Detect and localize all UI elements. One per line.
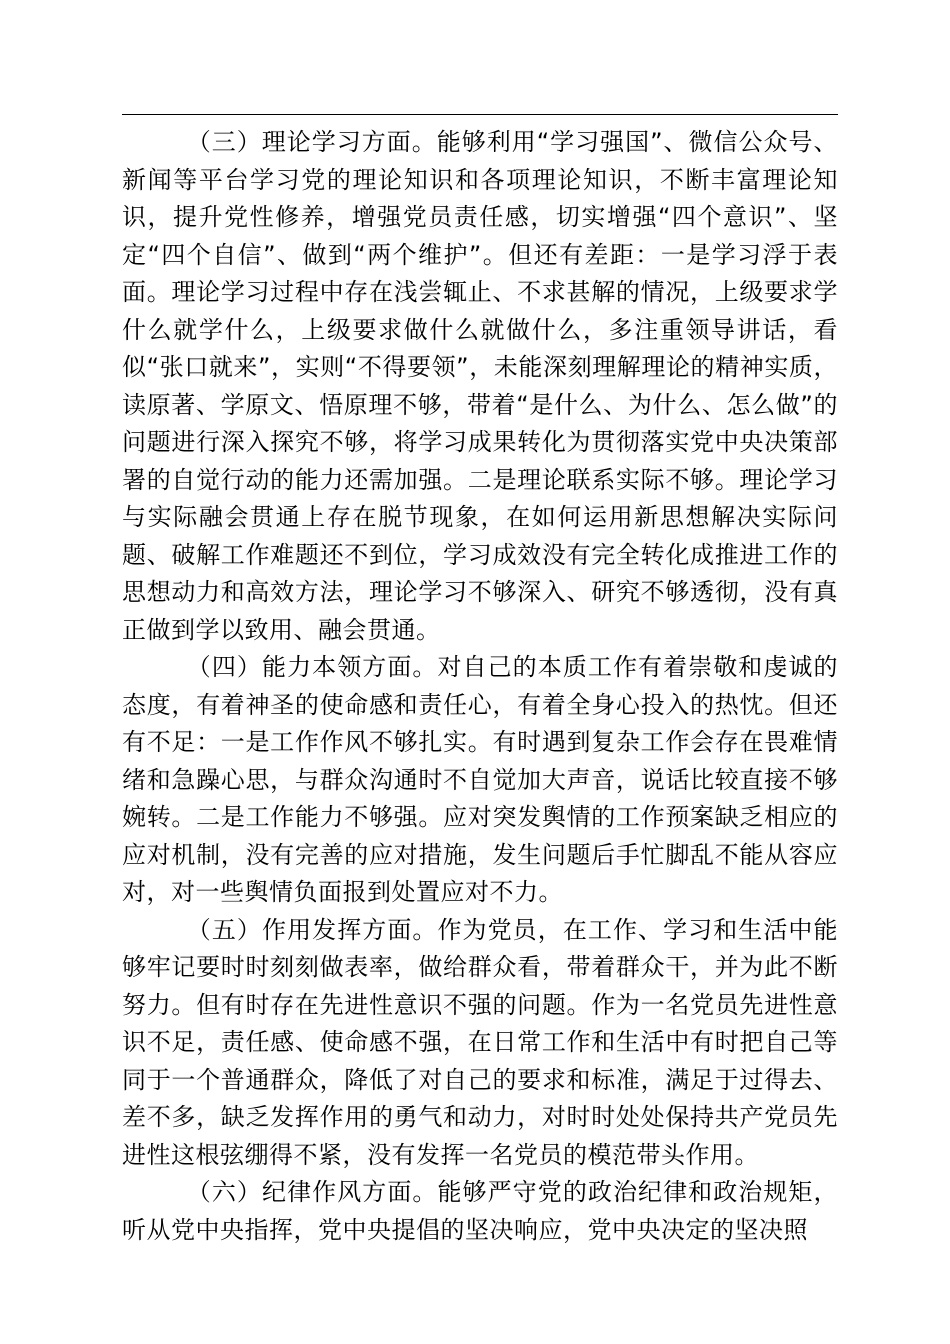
body-text [122, 124, 838, 1249]
header-rule [122, 114, 838, 115]
paragraph-discipline: （六）纪律作风方面。能够严守党的政治纪律和政治规矩，听从党中央指挥，党中央提倡的坚决响应，党中央决定的坚决照 [122, 1178, 838, 1244]
paragraph-theory-study: （三）理论学习方面。能够利用“学习强国”、微信公众号、新闻等平台学习党的理论知识和各项理论知识，不断丰富理论知识，提升党性修养，增强党员责任感，切实增强“四个意识”、坚定“四个自信”、做到“两个维护”。但还有差距：一是学习浮于表面。理论学习过程中存在浅尝辄止、不求甚解的情况，上级要求学什么就学什么，上级要求做什么就做什么，多注重领导讲话，看似“张口就来”，实则“不得要领”，未能深刻理解理论的精神实质，读原著、学原文、悟原理不够，带着“是什么、为什么、怎么做”的问题进行深入探究不够，将学习成果转化为贯彻落实党中央决策部署的自觉行动的能力还需加强。二是理论联系实际不够。理论学习与实际融会贯通上存在脱节现象，在如何运用新思想解决实际问题、破解工作难题还不到位，学习成效没有完全转化成推进工作的思想动力和高效方法，理论学习不够深入、研究不够透彻，没有真正做到学以致用、融会贯通。 [122, 128, 838, 644]
paragraph-ability: （四）能力本领方面。对自己的本质工作有着崇敬和虔诚的态度，有着神圣的使命感和责任心，有着全身心投入的热忱。但还有不足：一是工作作风不够扎实。有时遇到复杂工作会存在畏难情绪和急躁心思，与群众沟通时不自觉加大声音，说话比较直接不够婉转。二是工作能力不够强。应对突发舆情的工作预案缺乏相应的应对机制，没有完善的应对措施，发生问题后手忙脚乱不能从容应对，对一些舆情负面报到处置应对不力。 [122, 653, 838, 906]
paragraph-role: （五）作用发挥方面。作为党员，在工作、学习和生活中能够牢记要时时刻刻做表率，做给群众看，带着群众干，并为此不断努力。但有时存在先进性意识不强的问题。作为一名党员先进性意识不足，责任感、使命感不强，在日常工作和生活中有时把自己等同于一个普通群众，降低了对自己的要求和标准，满足于过得去、差不多，缺乏发挥作用的勇气和动力，对时时处处保持共产党员先进性这根弦绷得不紧，没有发挥一名党员的模范带头作用。 [122, 915, 838, 1169]
